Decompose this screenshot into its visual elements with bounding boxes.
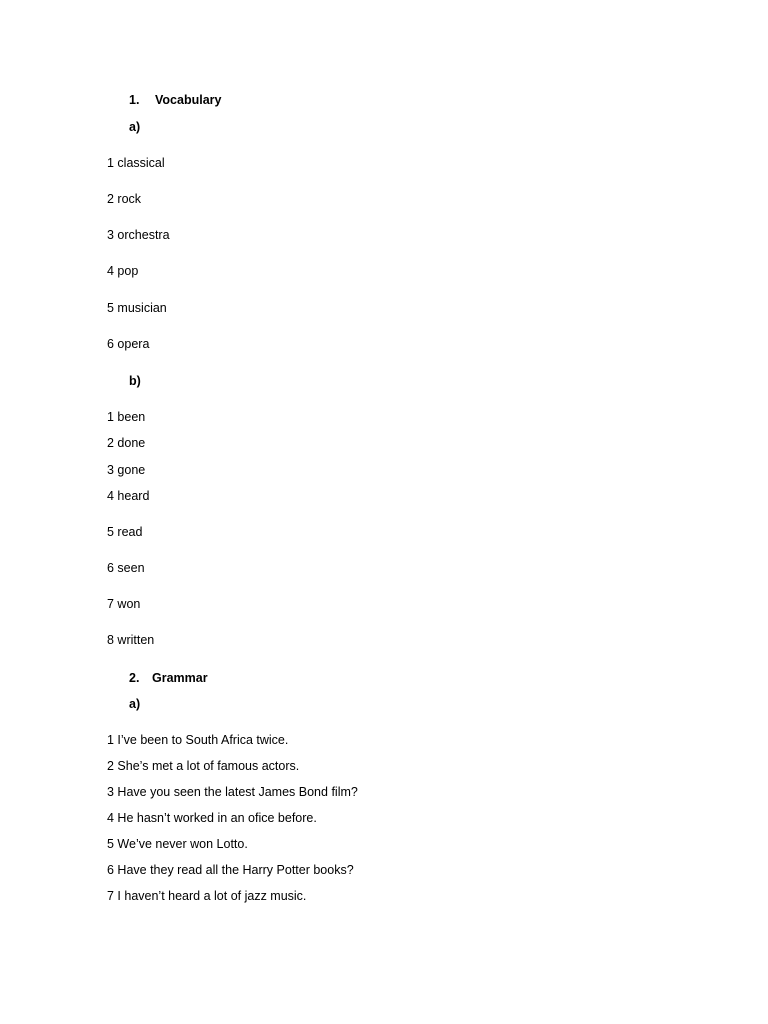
list-item: 2 She’s met a lot of famous actors. <box>107 759 300 773</box>
section-2-heading <box>129 670 208 686</box>
list-item: 4 heard <box>107 489 150 503</box>
list-item: 1 classical <box>107 156 165 170</box>
section-2-number: 2. <box>129 671 140 685</box>
list-item: 1 been <box>107 410 146 424</box>
list-item: 7 I haven’t heard a lot of jazz music. <box>107 889 307 903</box>
list-item: 3 gone <box>107 463 146 477</box>
section-2-title: Grammar <box>152 671 208 685</box>
list-item: 6 seen <box>107 561 145 575</box>
list-item: 7 won <box>107 597 141 611</box>
list-item: 1 I’ve been to South Africa twice. <box>107 733 289 747</box>
section-1-title: Vocabulary <box>155 93 222 107</box>
list-item: 5 We’ve never won Lotto. <box>107 837 248 851</box>
list-item: 6 opera <box>107 337 150 351</box>
list-item: 8 written <box>107 633 155 647</box>
list-item: 5 read <box>107 525 143 539</box>
section-1-number: 1. <box>129 93 140 107</box>
list-item: 4 pop <box>107 264 139 278</box>
section-1-heading <box>129 92 221 108</box>
list-item: 6 Have they read all the Harry Potter books? <box>107 863 354 877</box>
section-2-part-a-label: a) <box>129 697 141 711</box>
list-item: 3 orchestra <box>107 228 170 242</box>
section-1-part-a-label: a) <box>129 120 141 134</box>
list-item: 4 He hasn’t worked in an ofice before. <box>107 811 317 825</box>
list-item: 2 rock <box>107 192 142 206</box>
section-1-part-b-label: b) <box>129 374 141 388</box>
list-item: 3 Have you seen the latest James Bond film? <box>107 785 358 799</box>
list-item: 5 musician <box>107 301 167 315</box>
list-item: 2 done <box>107 436 146 450</box>
